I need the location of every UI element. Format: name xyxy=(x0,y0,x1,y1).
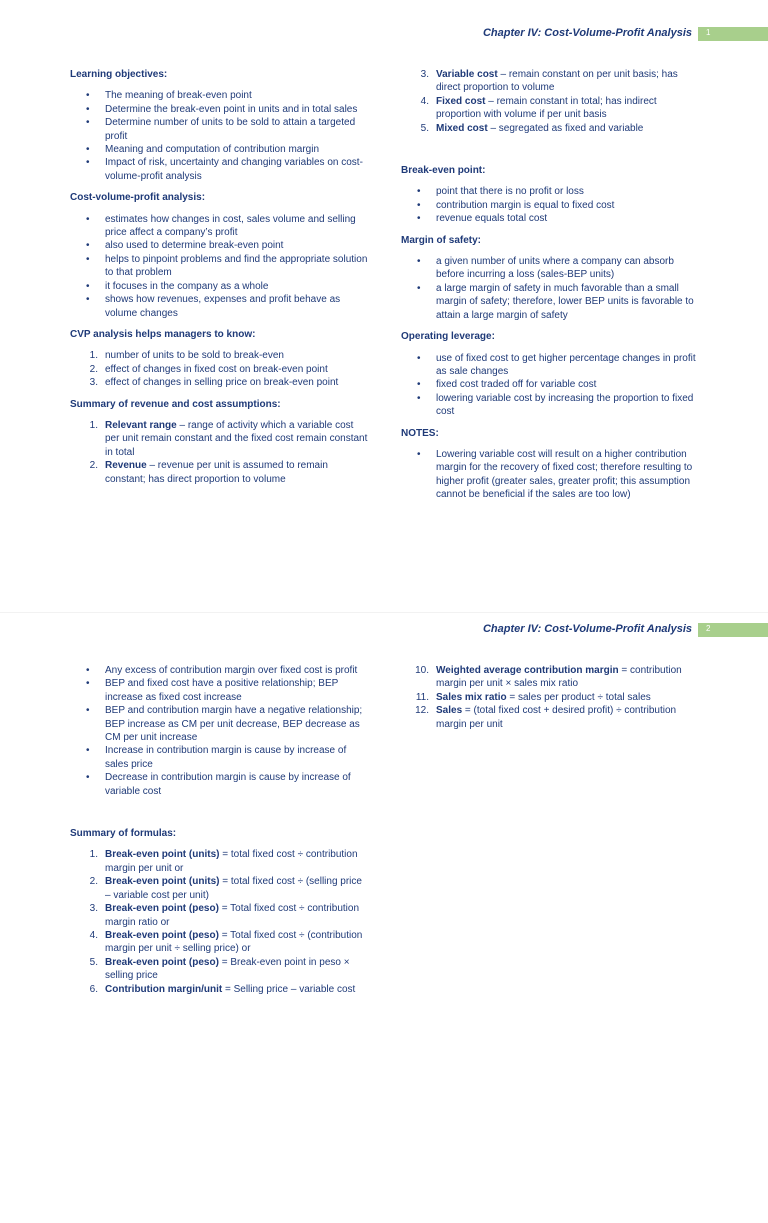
assumptions-list-continued xyxy=(401,68,701,135)
left-column xyxy=(70,68,370,486)
list-item: • it focuses in the company as a whole xyxy=(70,280,370,293)
list-item: 2. Revenue – revenue per unit is assumed to remain constant; has direct proportion to volume xyxy=(89,460,328,485)
list-item: • Increase in contribution margin is cause by increase of sales price xyxy=(70,744,370,771)
left-column xyxy=(70,664,370,996)
list-item: • BEP and contribution margin have a negative relationship; BEP increase as CM per unit decrease, BEP decrease as CM per unit increase xyxy=(70,704,370,744)
notes-list-continued xyxy=(70,664,370,798)
list-item: 12. Sales = (total fixed cost + desired profit) ÷ contribution margin per unit xyxy=(415,705,677,730)
list-item: 3. effect of changes in selling price on break-even point xyxy=(89,377,339,389)
page-number-bar xyxy=(698,623,768,637)
list-item: • Lowering variable cost will result on a higher contribution margin for the recovery of fixed cost; therefore resulting to higher profit (greater sales, greater profit; this assumption cannot be beneficial if the sales are too low) xyxy=(401,448,701,502)
section-heading: Margin of safety: xyxy=(401,234,482,246)
list-item: • Impact of risk, uncertainty and changing variables on cost-volume-profit analysis xyxy=(70,156,370,183)
list-item: • revenue equals total cost xyxy=(401,212,701,225)
formulas-list-continued xyxy=(401,664,701,731)
list-item: • fixed cost traded off for variable cost xyxy=(401,378,701,391)
list-item: • point that there is no profit or loss xyxy=(401,185,701,198)
list-item: • a large margin of safety in much favorable than a small margin of safety; therefore, lower BEP units is favorable to attain a large margin of safety xyxy=(401,282,701,322)
list-item: 11. Sales mix ratio = sales per product ÷ total sales xyxy=(415,691,651,703)
document-page-2 xyxy=(0,612,768,1223)
list-item: • Decrease in contribution margin is cause by increase of variable cost xyxy=(70,771,370,798)
list-item: • a given number of units where a company can absorb before incurring a loss (sales-BEP units) xyxy=(401,255,701,282)
list-item: 5. Mixed cost – segregated as fixed and variable xyxy=(420,122,644,134)
margin-of-safety-list xyxy=(401,255,701,322)
list-item: 10. Weighted average contribution margin = contribution margin per unit × sales mix ratio xyxy=(415,665,682,690)
section-heading: Cost-volume-profit analysis: xyxy=(70,192,206,204)
list-item: 5. Break-even point (peso) = Break-even point in peso × selling price xyxy=(89,956,350,982)
list-item: 1. Relevant range – range of activity which a variable cost per unit remain constant and the fixed cost remain constant in total xyxy=(89,419,368,458)
section-heading: Summary of formulas: xyxy=(70,828,177,840)
list-item: • Meaning and computation of contribution margin xyxy=(70,143,370,156)
break-even-list xyxy=(401,185,701,225)
list-item: 1. number of units to be sold to break-even xyxy=(89,350,284,362)
chapter-header: Chapter IV: Cost-Volume-Profit Analysis xyxy=(482,27,692,39)
operating-leverage-list xyxy=(401,352,701,419)
section-heading: Summary of revenue and cost assumptions: xyxy=(70,398,281,410)
list-item: 4. Fixed cost – remain constant in total; has indirect proportion with volume if per unit basis xyxy=(420,95,657,121)
list-item: • also used to determine break-even point xyxy=(70,239,370,252)
chapter-header: Chapter IV: Cost-Volume-Profit Analysis xyxy=(482,623,692,635)
cvp-helps-list xyxy=(70,349,370,389)
list-item: • lowering variable cost by increasing the proportion to fixed cost xyxy=(401,392,701,419)
list-item: • helps to pinpoint problems and find the appropriate solution to that problem xyxy=(70,253,370,280)
right-column xyxy=(401,664,701,731)
list-item: 3. Variable cost – remain constant on per unit basis; has direct proportion to volume xyxy=(420,69,678,94)
document-page-1 xyxy=(0,0,768,610)
section-heading: Learning objectives: xyxy=(70,69,168,80)
list-item: 2. Break-even point (units) = total fixed cost ÷ (selling price – variable cost per unit) xyxy=(89,876,362,901)
list-item: 2. effect of changes in fixed cost on break-even point xyxy=(89,363,328,375)
page-number-bar xyxy=(698,27,768,41)
list-item: • Determine number of units to be sold to attain a targeted profit xyxy=(70,116,370,143)
list-item: • Any excess of contribution margin over fixed cost is profit xyxy=(70,664,370,677)
list-item: 1. Break-even point (units) = total fixed cost ÷ contribution margin per unit or xyxy=(89,849,358,874)
list-item: • BEP and fixed cost have a positive relationship; BEP increase as fixed cost increase xyxy=(70,677,370,704)
section-heading: Break-even point: xyxy=(401,165,486,177)
list-item: • shows how revenues, expenses and profit behave as volume changes xyxy=(70,293,370,320)
formulas-list xyxy=(70,848,370,995)
assumptions-list xyxy=(70,419,370,486)
page-number: 1 xyxy=(706,28,711,37)
learning-objectives-list xyxy=(70,89,370,183)
list-item: • The meaning of break-even point xyxy=(70,89,370,102)
section-heading: NOTES: xyxy=(401,427,439,439)
list-item: • Determine the break-even point in units and in total sales xyxy=(70,103,370,116)
notes-list xyxy=(401,448,701,502)
right-column xyxy=(401,68,701,502)
section-heading: CVP analysis helps managers to know: xyxy=(70,328,256,340)
list-item: 3. Break-even point (peso) = Total fixed cost ÷ contribution margin ratio or xyxy=(89,903,360,928)
list-item: • use of fixed cost to get higher percentage changes in profit as sale changes xyxy=(401,352,701,379)
cvp-analysis-list xyxy=(70,213,370,320)
list-item: 4. Break-even point (peso) = Total fixed cost ÷ (contribution margin per unit ÷ selling price) or xyxy=(89,929,363,955)
list-item: 6. Contribution margin/unit = Selling price – variable cost xyxy=(89,983,356,995)
section-heading: Operating leverage: xyxy=(401,331,495,343)
list-item: • contribution margin is equal to fixed cost xyxy=(401,199,701,212)
list-item: • estimates how changes in cost, sales volume and selling price affect a company’s profit xyxy=(70,213,370,240)
page-number: 2 xyxy=(706,624,711,633)
